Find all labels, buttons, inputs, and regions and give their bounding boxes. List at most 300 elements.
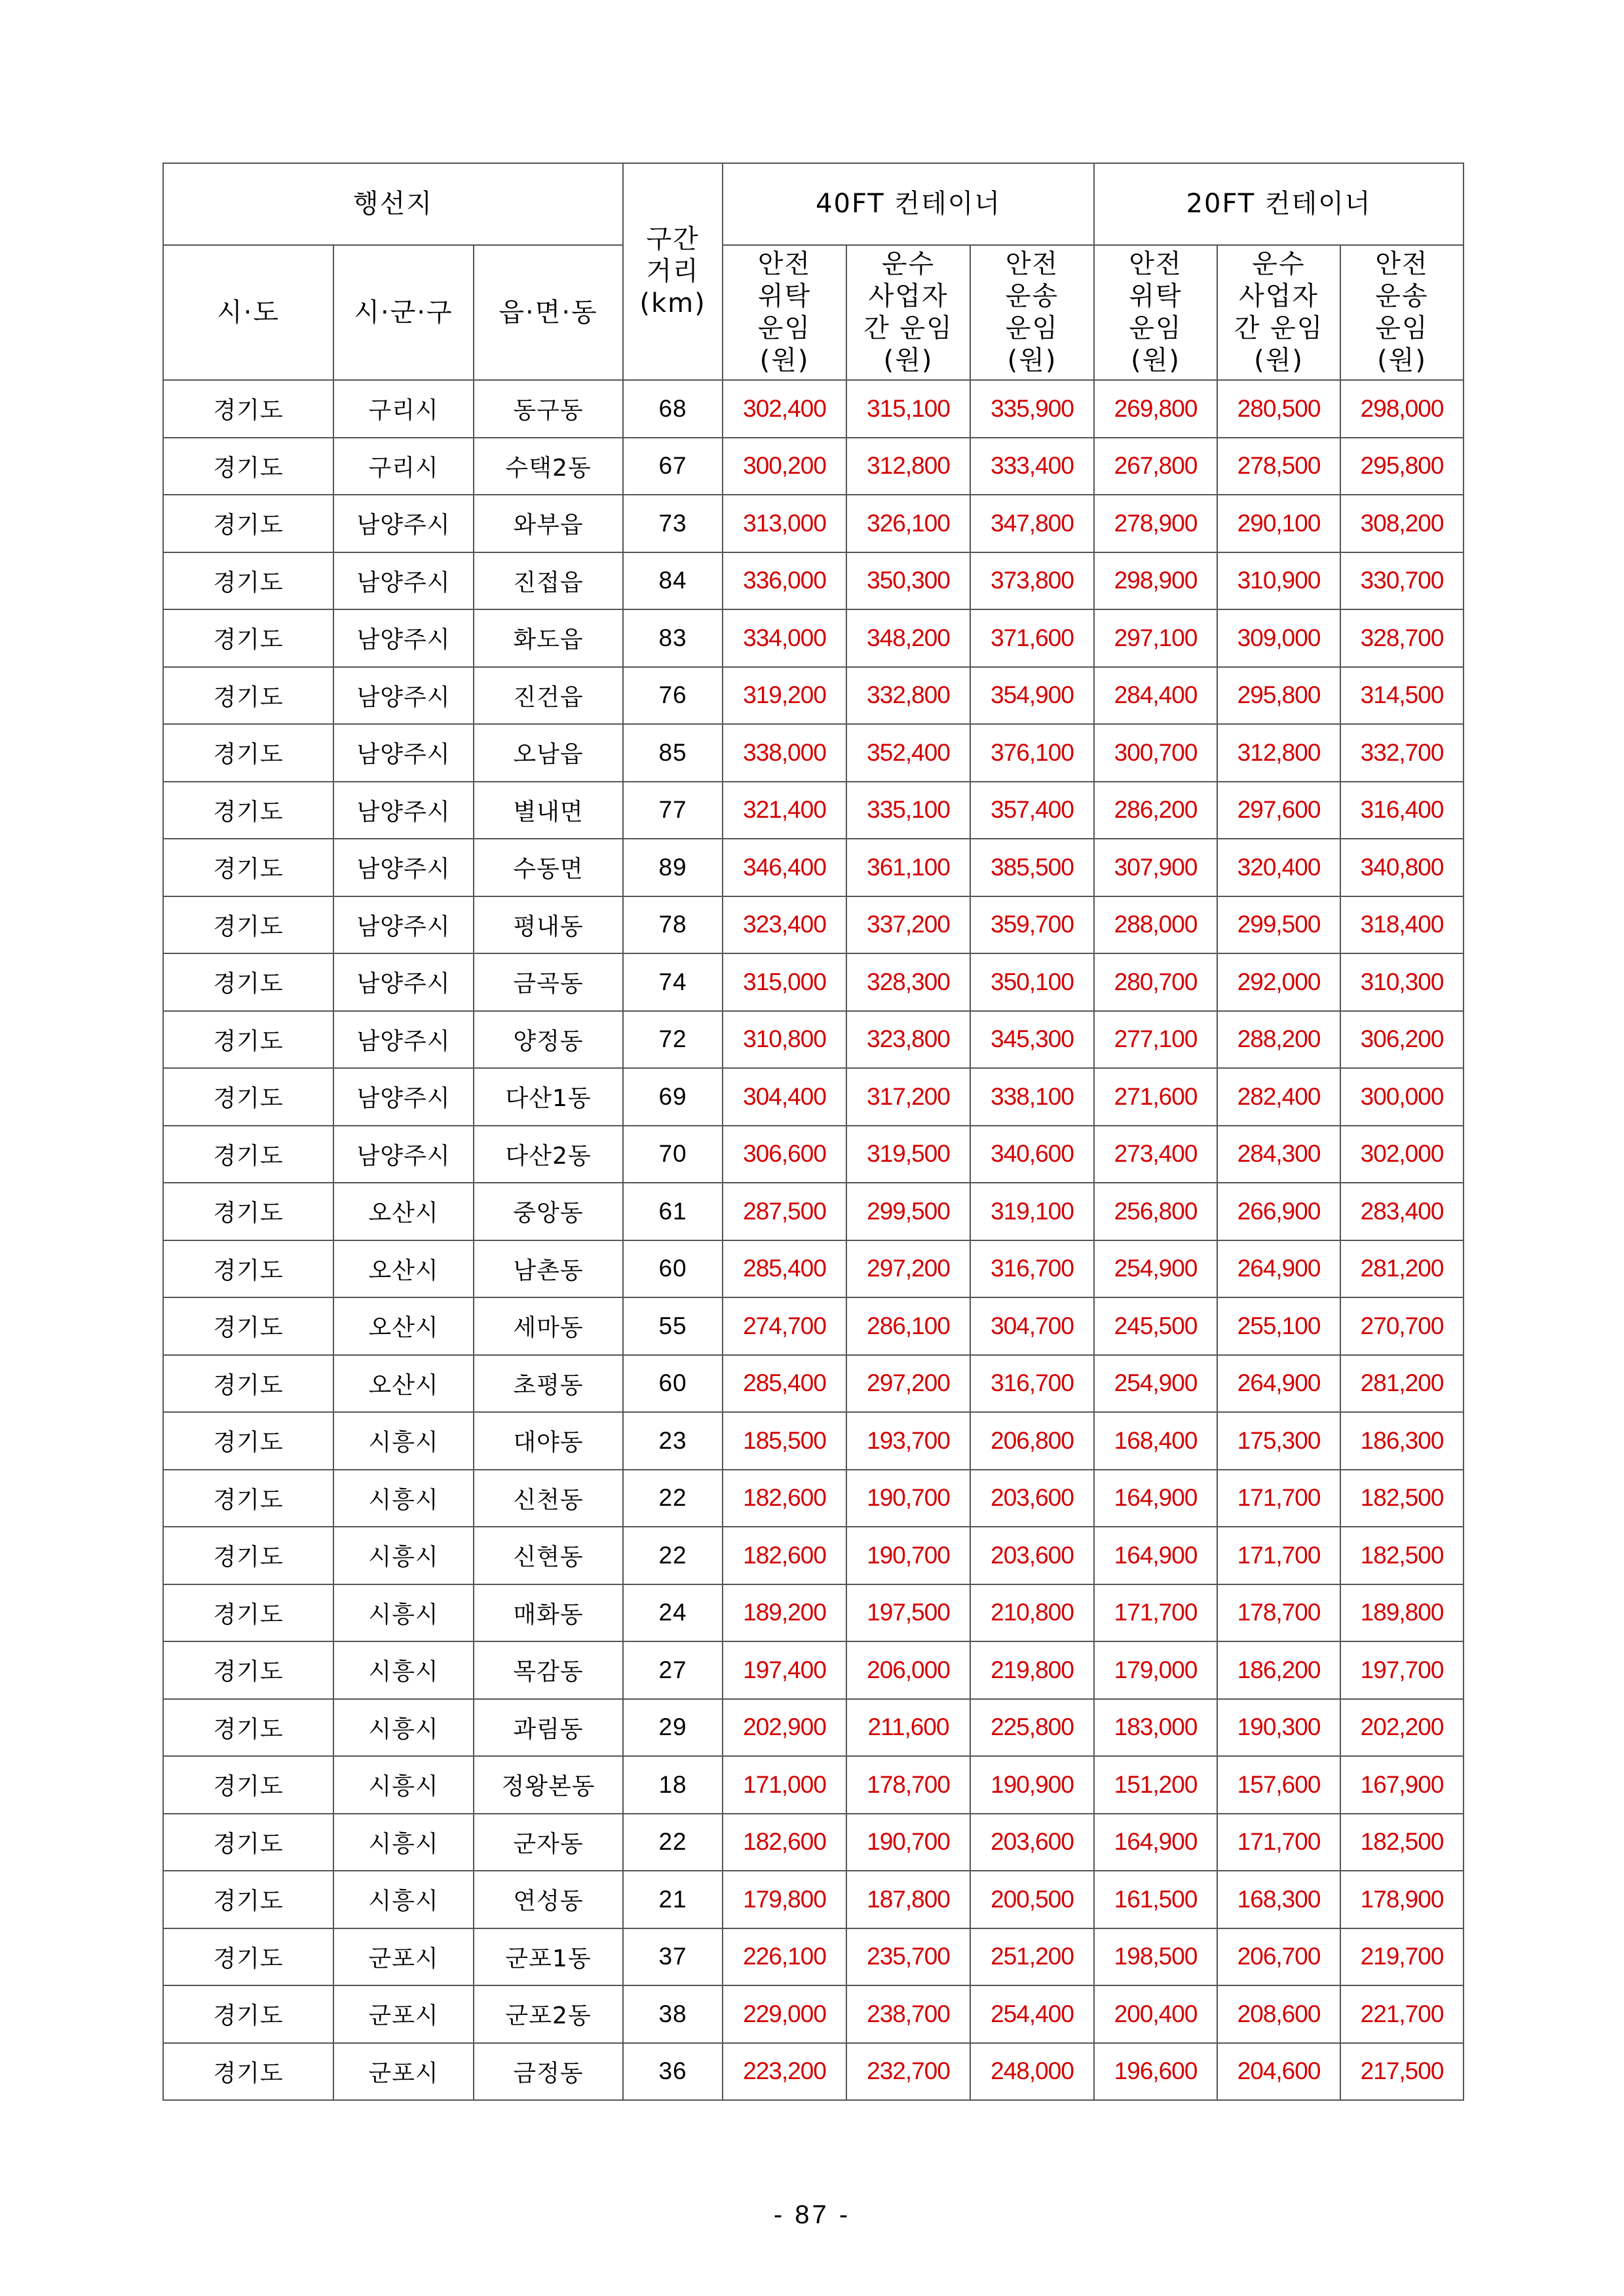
rate-20ft-carrier-cell: 288,200: [1217, 1011, 1340, 1069]
city-cell: 남양주시: [333, 609, 474, 667]
rate-20ft-consign-cell: 284,400: [1094, 667, 1217, 725]
city-cell: 시흥시: [333, 1871, 474, 1928]
table-row: [163, 1756, 1463, 1814]
rate-20ft-consign-cell: 179,000: [1094, 1641, 1217, 1699]
distance-cell: 77: [623, 782, 723, 839]
rate-40ft-transport-cell: 376,100: [970, 724, 1094, 782]
rate-40ft-carrier-cell: 323,800: [846, 1011, 970, 1069]
rate-40ft-consign-cell: 226,100: [723, 1928, 846, 1986]
town-cell: 연성동: [474, 1871, 623, 1928]
rate-40ft-consign-cell: 182,600: [723, 1527, 846, 1584]
rate-40ft-consign-cell: 179,800: [723, 1871, 846, 1928]
rate-40ft-transport-cell: 335,900: [970, 380, 1094, 438]
province-cell: 경기도: [163, 609, 333, 667]
rate-40ft-carrier-cell: 190,700: [846, 1527, 970, 1584]
distance-cell: 76: [623, 667, 723, 725]
rate-40ft-carrier-cell: 335,100: [846, 782, 970, 839]
rate-20ft-transport-cell: 318,400: [1340, 896, 1463, 954]
rate-40ft-carrier-cell: 317,200: [846, 1068, 970, 1126]
province-cell: 경기도: [163, 953, 333, 1011]
rate-20ft-carrier-cell: 208,600: [1217, 1985, 1340, 2043]
rate-20ft-consign-cell: 183,000: [1094, 1699, 1217, 1757]
rate-20ft-consign-cell: 151,200: [1094, 1756, 1217, 1814]
rate-40ft-transport-cell: 359,700: [970, 896, 1094, 954]
rate-20ft-consign-cell: 245,500: [1094, 1297, 1217, 1355]
rate-40ft-carrier-cell: 350,300: [846, 552, 970, 610]
rate-20ft-transport-cell: 310,300: [1340, 953, 1463, 1011]
rate-40ft-transport-cell: 350,100: [970, 953, 1094, 1011]
province-header: 시·도: [163, 245, 333, 380]
rate-20ft-consign-cell: 164,900: [1094, 1527, 1217, 1584]
province-cell: 경기도: [163, 1527, 333, 1584]
rate-20ft-consign-cell: 278,900: [1094, 495, 1217, 552]
town-cell: 화도읍: [474, 609, 623, 667]
rate-40ft-transport-cell: 354,900: [970, 667, 1094, 725]
distance-cell: 85: [623, 724, 723, 782]
city-cell: 군포시: [333, 1928, 474, 1986]
city-cell: 군포시: [333, 2043, 474, 2101]
distance-cell: 38: [623, 1985, 723, 2043]
rate-20ft-transport-cell: 308,200: [1340, 495, 1463, 552]
rate-40ft-consign-cell: 287,500: [723, 1183, 846, 1240]
town-cell: 신천동: [474, 1470, 623, 1527]
rate-20ft-transport-cell: 182,500: [1340, 1814, 1463, 1871]
city-cell: 시흥시: [333, 1699, 474, 1757]
rate-20ft-transport-cell: 328,700: [1340, 609, 1463, 667]
rate-40ft-carrier-cell: 312,800: [846, 438, 970, 495]
rate-20ft-consign-cell: 256,800: [1094, 1183, 1217, 1240]
rate-40ft-carrier-cell: 348,200: [846, 609, 970, 667]
rate-20ft-transport-cell: 316,400: [1340, 782, 1463, 839]
town-cell: 군포1동: [474, 1928, 623, 1986]
rate-20ft-carrier-cell: 320,400: [1217, 839, 1340, 896]
rate-40ft-transport-cell: 251,200: [970, 1928, 1094, 1986]
province-cell: 경기도: [163, 1240, 333, 1298]
rate-column-header: 안전 위탁 운임 (원): [723, 245, 846, 380]
rate-40ft-carrier-cell: 328,300: [846, 953, 970, 1011]
table-row: [163, 495, 1463, 552]
rate-20ft-carrier-cell: 292,000: [1217, 953, 1340, 1011]
table-row: [163, 1527, 1463, 1584]
province-cell: 경기도: [163, 1584, 333, 1642]
rate-20ft-consign-cell: 307,900: [1094, 839, 1217, 896]
table-row: [163, 380, 1463, 438]
rate-20ft-consign-cell: 286,200: [1094, 782, 1217, 839]
distance-cell: 89: [623, 839, 723, 896]
rate-40ft-carrier-cell: 235,700: [846, 1928, 970, 1986]
distance-cell: 36: [623, 2043, 723, 2101]
province-cell: 경기도: [163, 1126, 333, 1183]
town-cell: 신현동: [474, 1527, 623, 1584]
table-row: [163, 1641, 1463, 1699]
province-cell: 경기도: [163, 1068, 333, 1126]
rate-20ft-consign-cell: 288,000: [1094, 896, 1217, 954]
distance-cell: 60: [623, 1240, 723, 1298]
rate-40ft-consign-cell: 302,400: [723, 380, 846, 438]
province-cell: 경기도: [163, 1871, 333, 1928]
rate-40ft-consign-cell: 223,200: [723, 2043, 846, 2101]
distance-cell: 23: [623, 1412, 723, 1470]
rate-20ft-transport-cell: 298,000: [1340, 380, 1463, 438]
rate-40ft-consign-cell: 321,400: [723, 782, 846, 839]
table-row: [163, 438, 1463, 495]
distance-cell: 22: [623, 1527, 723, 1584]
rate-40ft-consign-cell: 182,600: [723, 1814, 846, 1871]
rate-20ft-carrier-cell: 206,700: [1217, 1928, 1340, 1986]
rate-20ft-carrier-cell: 186,200: [1217, 1641, 1340, 1699]
town-cell: 수택2동: [474, 438, 623, 495]
rate-20ft-consign-cell: 298,900: [1094, 552, 1217, 610]
rate-40ft-consign-cell: 197,400: [723, 1641, 846, 1699]
distance-cell: 70: [623, 1126, 723, 1183]
province-cell: 경기도: [163, 839, 333, 896]
table-row: [163, 2043, 1463, 2101]
rate-40ft-transport-cell: 254,400: [970, 1985, 1094, 2043]
distance-cell: 27: [623, 1641, 723, 1699]
town-cell: 양정동: [474, 1011, 623, 1069]
rate-20ft-transport-cell: 186,300: [1340, 1412, 1463, 1470]
town-cell: 진건읍: [474, 667, 623, 725]
city-cell: 남양주시: [333, 953, 474, 1011]
town-cell: 매화동: [474, 1584, 623, 1642]
rate-20ft-transport-cell: 197,700: [1340, 1641, 1463, 1699]
rate-20ft-carrier-cell: 264,900: [1217, 1355, 1340, 1413]
rate-20ft-consign-cell: 254,900: [1094, 1355, 1217, 1413]
distance-cell: 74: [623, 953, 723, 1011]
table-row: [163, 1871, 1463, 1928]
rate-20ft-consign-cell: 171,700: [1094, 1584, 1217, 1642]
rate-40ft-consign-cell: 346,400: [723, 839, 846, 896]
rate-20ft-transport-cell: 340,800: [1340, 839, 1463, 896]
rate-40ft-transport-cell: 371,600: [970, 609, 1094, 667]
rate-20ft-carrier-cell: 295,800: [1217, 667, 1340, 725]
rate-40ft-transport-cell: 248,000: [970, 2043, 1094, 2101]
town-cell: 별내면: [474, 782, 623, 839]
town-cell: 다산2동: [474, 1126, 623, 1183]
rate-20ft-carrier-cell: 178,700: [1217, 1584, 1340, 1642]
city-cell: 구리시: [333, 380, 474, 438]
province-cell: 경기도: [163, 2043, 333, 2101]
city-cell: 오산시: [333, 1297, 474, 1355]
rate-20ft-transport-cell: 217,500: [1340, 2043, 1463, 2101]
rate-40ft-carrier-cell: 297,200: [846, 1355, 970, 1413]
province-cell: 경기도: [163, 1183, 333, 1240]
rate-40ft-consign-cell: 304,400: [723, 1068, 846, 1126]
rate-40ft-carrier-cell: 232,700: [846, 2043, 970, 2101]
rate-40ft-carrier-cell: 299,500: [846, 1183, 970, 1240]
distance-cell: 84: [623, 552, 723, 610]
table-row: [163, 896, 1463, 954]
rate-40ft-carrier-cell: 190,700: [846, 1470, 970, 1527]
rate-20ft-transport-cell: 283,400: [1340, 1183, 1463, 1240]
province-cell: 경기도: [163, 1470, 333, 1527]
rate-20ft-transport-cell: 300,000: [1340, 1068, 1463, 1126]
city-cell: 남양주시: [333, 724, 474, 782]
rate-20ft-transport-cell: 281,200: [1340, 1355, 1463, 1413]
rate-40ft-carrier-cell: 206,000: [846, 1641, 970, 1699]
rate-20ft-transport-cell: 219,700: [1340, 1928, 1463, 1986]
table-row: [163, 1412, 1463, 1470]
rate-20ft-transport-cell: 182,500: [1340, 1470, 1463, 1527]
rate-20ft-transport-cell: 202,200: [1340, 1699, 1463, 1757]
city-cell: 오산시: [333, 1355, 474, 1413]
rate-40ft-transport-cell: 203,600: [970, 1527, 1094, 1584]
table-row: [163, 1240, 1463, 1298]
rate-40ft-carrier-cell: 193,700: [846, 1412, 970, 1470]
rate-20ft-transport-cell: 182,500: [1340, 1527, 1463, 1584]
rate-40ft-consign-cell: 334,000: [723, 609, 846, 667]
rate-20ft-carrier-cell: 190,300: [1217, 1699, 1340, 1757]
rate-20ft-transport-cell: 330,700: [1340, 552, 1463, 610]
province-cell: 경기도: [163, 1412, 333, 1470]
container-40ft-header: 40FT 컨테이너: [723, 163, 1094, 245]
table-row: [163, 609, 1463, 667]
rate-40ft-carrier-cell: 190,700: [846, 1814, 970, 1871]
province-cell: 경기도: [163, 380, 333, 438]
rate-20ft-consign-cell: 271,600: [1094, 1068, 1217, 1126]
distance-cell: 29: [623, 1699, 723, 1757]
province-cell: 경기도: [163, 552, 333, 610]
province-cell: 경기도: [163, 667, 333, 725]
distance-cell: 18: [623, 1756, 723, 1814]
rate-20ft-carrier-cell: 278,500: [1217, 438, 1340, 495]
town-cell: 평내동: [474, 896, 623, 954]
province-cell: 경기도: [163, 782, 333, 839]
rate-40ft-carrier-cell: 238,700: [846, 1985, 970, 2043]
rate-40ft-transport-cell: 347,800: [970, 495, 1094, 552]
rate-column-header: 운수 사업자 간 운임 (원): [846, 245, 970, 380]
rate-40ft-consign-cell: 336,000: [723, 552, 846, 610]
rate-40ft-consign-cell: 310,800: [723, 1011, 846, 1069]
city-cell: 남양주시: [333, 782, 474, 839]
table-row: [163, 1355, 1463, 1413]
city-cell: 시흥시: [333, 1641, 474, 1699]
rate-40ft-consign-cell: 285,400: [723, 1240, 846, 1298]
province-cell: 경기도: [163, 724, 333, 782]
rate-20ft-carrier-cell: 171,700: [1217, 1814, 1340, 1871]
rate-40ft-consign-cell: 300,200: [723, 438, 846, 495]
rate-20ft-carrier-cell: 299,500: [1217, 896, 1340, 954]
city-cell: 남양주시: [333, 667, 474, 725]
city-cell: 오산시: [333, 1183, 474, 1240]
rate-20ft-carrier-cell: 264,900: [1217, 1240, 1340, 1298]
rate-20ft-consign-cell: 277,100: [1094, 1011, 1217, 1069]
distance-cell: 55: [623, 1297, 723, 1355]
rate-40ft-consign-cell: 202,900: [723, 1699, 846, 1757]
rate-20ft-carrier-cell: 175,300: [1217, 1412, 1340, 1470]
city-cell: 시흥시: [333, 1584, 474, 1642]
rate-40ft-consign-cell: 182,600: [723, 1470, 846, 1527]
page-number: - 87 -: [773, 2200, 851, 2229]
table-body: [163, 380, 1463, 2100]
rate-40ft-carrier-cell: 361,100: [846, 839, 970, 896]
table-row: [163, 953, 1463, 1011]
rate-40ft-consign-cell: 229,000: [723, 1985, 846, 2043]
rate-40ft-carrier-cell: 197,500: [846, 1584, 970, 1642]
rate-40ft-carrier-cell: 326,100: [846, 495, 970, 552]
rate-40ft-consign-cell: 274,700: [723, 1297, 846, 1355]
rate-40ft-carrier-cell: 319,500: [846, 1126, 970, 1183]
rate-40ft-transport-cell: 225,800: [970, 1699, 1094, 1757]
rate-20ft-consign-cell: 254,900: [1094, 1240, 1217, 1298]
rate-20ft-transport-cell: 332,700: [1340, 724, 1463, 782]
rate-20ft-consign-cell: 297,100: [1094, 609, 1217, 667]
town-cell: 목감동: [474, 1641, 623, 1699]
rate-20ft-consign-cell: 164,900: [1094, 1470, 1217, 1527]
province-cell: 경기도: [163, 1355, 333, 1413]
city-cell: 남양주시: [333, 552, 474, 610]
province-cell: 경기도: [163, 1814, 333, 1871]
town-header: 읍·면·동: [474, 245, 623, 380]
rate-20ft-carrier-cell: 309,000: [1217, 609, 1340, 667]
province-cell: 경기도: [163, 1641, 333, 1699]
table-row: [163, 782, 1463, 839]
table-row: [163, 724, 1463, 782]
rate-40ft-consign-cell: 189,200: [723, 1584, 846, 1642]
rate-20ft-consign-cell: 280,700: [1094, 953, 1217, 1011]
city-header: 시·군·구: [333, 245, 474, 380]
distance-cell: 61: [623, 1183, 723, 1240]
province-cell: 경기도: [163, 495, 333, 552]
table-row: [163, 839, 1463, 896]
rate-20ft-carrier-cell: 312,800: [1217, 724, 1340, 782]
town-cell: 오남읍: [474, 724, 623, 782]
city-cell: 시흥시: [333, 1756, 474, 1814]
town-cell: 군자동: [474, 1814, 623, 1871]
city-cell: 시흥시: [333, 1814, 474, 1871]
rate-40ft-consign-cell: 285,400: [723, 1355, 846, 1413]
rate-40ft-transport-cell: 200,500: [970, 1871, 1094, 1928]
rate-40ft-consign-cell: 306,600: [723, 1126, 846, 1183]
rate-40ft-carrier-cell: 178,700: [846, 1756, 970, 1814]
rate-20ft-transport-cell: 270,700: [1340, 1297, 1463, 1355]
rate-40ft-transport-cell: 357,400: [970, 782, 1094, 839]
city-cell: 남양주시: [333, 839, 474, 896]
rate-20ft-carrier-cell: 266,900: [1217, 1183, 1340, 1240]
town-cell: 세마동: [474, 1297, 623, 1355]
town-cell: 초평동: [474, 1355, 623, 1413]
rate-20ft-consign-cell: 267,800: [1094, 438, 1217, 495]
rate-20ft-transport-cell: 167,900: [1340, 1756, 1463, 1814]
rate-20ft-transport-cell: 302,000: [1340, 1126, 1463, 1183]
rate-40ft-carrier-cell: 286,100: [846, 1297, 970, 1355]
rate-40ft-transport-cell: 373,800: [970, 552, 1094, 610]
distance-cell: 73: [623, 495, 723, 552]
distance-cell: 69: [623, 1068, 723, 1126]
table-row: [163, 1183, 1463, 1240]
city-cell: 군포시: [333, 1985, 474, 2043]
town-cell: 중앙동: [474, 1183, 623, 1240]
rate-20ft-carrier-cell: 310,900: [1217, 552, 1340, 610]
rate-40ft-consign-cell: 171,000: [723, 1756, 846, 1814]
rate-column-header: 안전 운송 운임 (원): [970, 245, 1094, 380]
town-cell: 정왕본동: [474, 1756, 623, 1814]
rate-20ft-consign-cell: 168,400: [1094, 1412, 1217, 1470]
rate-20ft-consign-cell: 269,800: [1094, 380, 1217, 438]
distance-cell: 37: [623, 1928, 723, 1986]
rate-column-header: 운수 사업자 간 운임 (원): [1217, 245, 1340, 380]
town-cell: 금곡동: [474, 953, 623, 1011]
rate-40ft-carrier-cell: 187,800: [846, 1871, 970, 1928]
rate-20ft-carrier-cell: 255,100: [1217, 1297, 1340, 1355]
rate-40ft-transport-cell: 316,700: [970, 1355, 1094, 1413]
rate-20ft-carrier-cell: 171,700: [1217, 1470, 1340, 1527]
distance-cell: 68: [623, 380, 723, 438]
rate-20ft-transport-cell: 178,900: [1340, 1871, 1463, 1928]
rate-40ft-transport-cell: 385,500: [970, 839, 1094, 896]
city-cell: 구리시: [333, 438, 474, 495]
table-header: [163, 163, 1463, 380]
town-cell: 과림동: [474, 1699, 623, 1757]
table-row: [163, 1584, 1463, 1642]
rate-column-header: 안전 위탁 운임 (원): [1094, 245, 1217, 380]
rate-20ft-carrier-cell: 157,600: [1217, 1756, 1340, 1814]
table-row: [163, 1699, 1463, 1757]
distance-cell: 21: [623, 1871, 723, 1928]
rate-40ft-transport-cell: 316,700: [970, 1240, 1094, 1298]
rate-20ft-carrier-cell: 171,700: [1217, 1527, 1340, 1584]
province-cell: 경기도: [163, 1011, 333, 1069]
town-cell: 동구동: [474, 380, 623, 438]
city-cell: 남양주시: [333, 1011, 474, 1069]
city-cell: 남양주시: [333, 1068, 474, 1126]
rate-40ft-transport-cell: 203,600: [970, 1814, 1094, 1871]
city-cell: 오산시: [333, 1240, 474, 1298]
city-cell: 남양주시: [333, 896, 474, 954]
rate-20ft-consign-cell: 164,900: [1094, 1814, 1217, 1871]
rate-20ft-consign-cell: 300,700: [1094, 724, 1217, 782]
city-cell: 시흥시: [333, 1470, 474, 1527]
town-cell: 진접읍: [474, 552, 623, 610]
rate-20ft-carrier-cell: 168,300: [1217, 1871, 1340, 1928]
distance-header: 구간 거리 (km): [623, 163, 723, 380]
rate-20ft-consign-cell: 161,500: [1094, 1871, 1217, 1928]
city-cell: 남양주시: [333, 495, 474, 552]
rate-40ft-consign-cell: 319,200: [723, 667, 846, 725]
town-cell: 군포2동: [474, 1985, 623, 2043]
table-row: [163, 552, 1463, 610]
rate-40ft-consign-cell: 313,000: [723, 495, 846, 552]
city-cell: 시흥시: [333, 1412, 474, 1470]
rate-40ft-carrier-cell: 352,400: [846, 724, 970, 782]
province-cell: 경기도: [163, 896, 333, 954]
rate-40ft-transport-cell: 190,900: [970, 1756, 1094, 1814]
rate-20ft-carrier-cell: 297,600: [1217, 782, 1340, 839]
rate-40ft-transport-cell: 206,800: [970, 1412, 1094, 1470]
rate-20ft-consign-cell: 273,400: [1094, 1126, 1217, 1183]
distance-cell: 83: [623, 609, 723, 667]
province-cell: 경기도: [163, 1928, 333, 1986]
destination-header: 행선지: [163, 163, 623, 245]
table-row: [163, 1297, 1463, 1355]
rate-20ft-carrier-cell: 282,400: [1217, 1068, 1340, 1126]
rate-20ft-consign-cell: 198,500: [1094, 1928, 1217, 1986]
city-cell: 남양주시: [333, 1126, 474, 1183]
rate-20ft-carrier-cell: 280,500: [1217, 380, 1340, 438]
rate-column-header: 안전 운송 운임 (원): [1340, 245, 1463, 380]
rate-20ft-transport-cell: 295,800: [1340, 438, 1463, 495]
rate-40ft-consign-cell: 338,000: [723, 724, 846, 782]
rate-20ft-transport-cell: 281,200: [1340, 1240, 1463, 1298]
rate-40ft-transport-cell: 319,100: [970, 1183, 1094, 1240]
rate-40ft-carrier-cell: 297,200: [846, 1240, 970, 1298]
province-cell: 경기도: [163, 1985, 333, 2043]
rate-20ft-carrier-cell: 284,300: [1217, 1126, 1340, 1183]
table-row: [163, 1985, 1463, 2043]
table-row: [163, 1126, 1463, 1183]
rate-40ft-consign-cell: 315,000: [723, 953, 846, 1011]
rate-40ft-transport-cell: 345,300: [970, 1011, 1094, 1069]
